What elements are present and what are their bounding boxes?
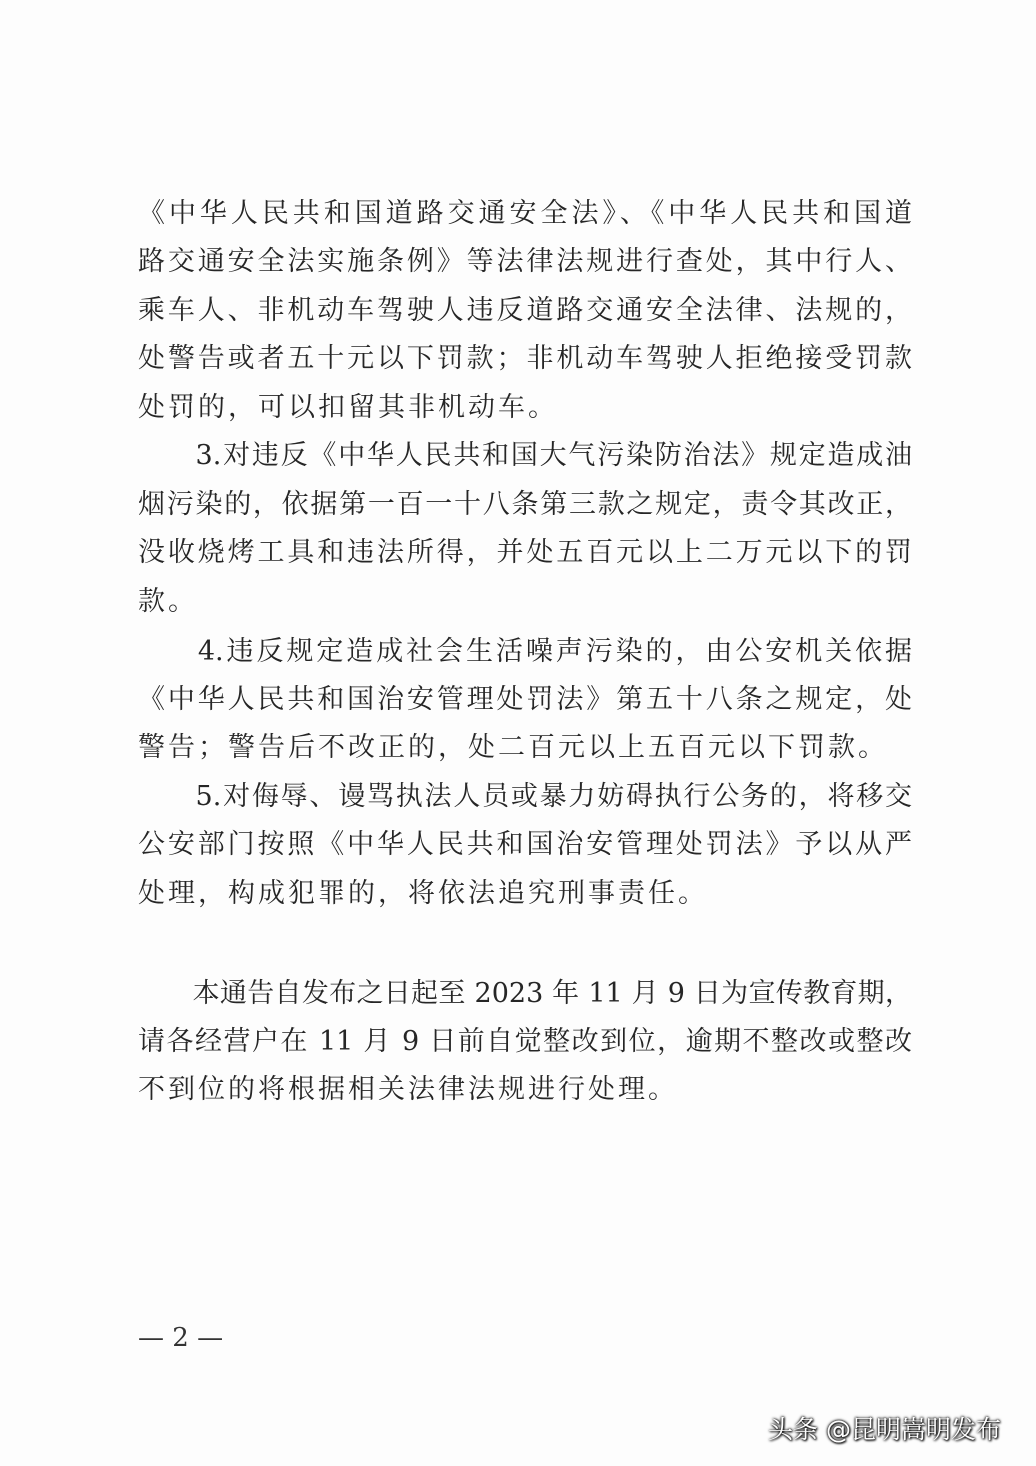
source-watermark: 头条 @昆明嵩明发布 xyxy=(768,1415,1001,1444)
text-line: 处理，构成犯罪的，将依法追究刑事责任。 xyxy=(138,878,708,909)
text-line: 5.对侮辱、谩骂执法人员或暴力妨碍执行公务的，将移交 xyxy=(138,781,912,812)
text-line: 烟污染的，依据第一百一十八条第三款之规定，责令其改正， xyxy=(138,489,912,520)
text-line: 4.违反规定造成社会生活噪声污染的，由公安机关依据 xyxy=(138,636,912,667)
text-line: 款。 xyxy=(138,586,198,617)
text-line: 不到位的将根据相关法律法规进行处理。 xyxy=(138,1074,678,1105)
text-line: 乘车人、非机动车驾驶人违反道路交通安全法律、法规的， xyxy=(138,295,912,326)
text-line: 《中华人民共和国道路交通安全法》、《中华人民共和国道 xyxy=(138,198,912,229)
text-line: 处罚的，可以扣留其非机动车。 xyxy=(138,392,558,423)
text-line: 警告；警告后不改正的，处二百元以上五百元以下罚款。 xyxy=(138,732,888,763)
text-line: 请各经营户在 11 月 9 日前自觉整改到位，逾期不整改或整改 xyxy=(138,1026,912,1057)
text-line: 处警告或者五十元以下罚款；非机动车驾驶人拒绝接受罚款 xyxy=(138,343,912,374)
page-number: — 2 — xyxy=(138,1323,224,1353)
text-line: 《中华人民共和国治安管理处罚法》第五十八条之规定，处 xyxy=(138,684,912,715)
text-line: 公安部门按照《中华人民共和国治安管理处罚法》予以从严 xyxy=(138,829,912,860)
text-line: 3.对违反《中华人民共和国大气污染防治法》规定造成油 xyxy=(138,440,912,471)
text-line: 本通告自发布之日起至 2023 年 11 月 9 日为宣传教育期， xyxy=(138,978,912,1009)
text-line: 没收烧烤工具和违法所得，并处五百元以上二万元以下的罚 xyxy=(138,537,912,568)
text-line: 路交通安全法实施条例》等法律法规进行查处，其中行人、 xyxy=(138,246,912,277)
